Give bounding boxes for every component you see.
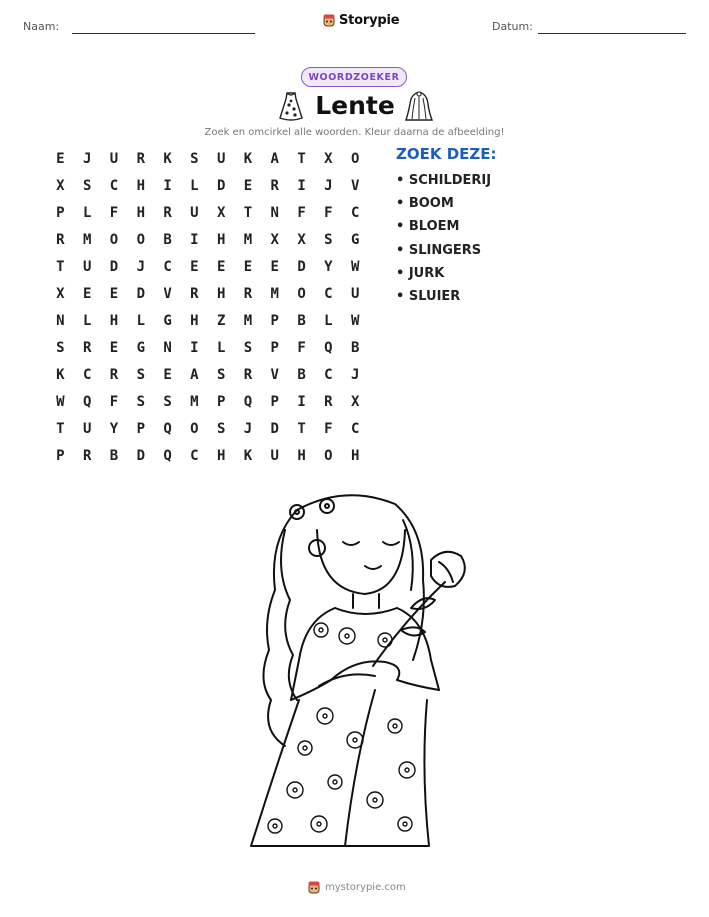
grid-letter[interactable]: L	[216, 340, 226, 356]
grid-letter[interactable]: A	[190, 367, 199, 383]
word-list	[396, 171, 491, 310]
brand-logo	[323, 13, 399, 28]
grid-letter[interactable]: R	[82, 448, 92, 464]
grid-letter[interactable]: R	[324, 394, 333, 410]
word-item: • SLUIER	[396, 288, 461, 304]
grid-letter[interactable]: C	[109, 178, 119, 194]
grid-letter[interactable]: E	[109, 340, 119, 356]
grid-row	[47, 443, 369, 470]
grid-letter[interactable]: L	[136, 313, 145, 329]
grid-letter[interactable]: M	[190, 394, 199, 410]
grid-letter[interactable]: R	[82, 340, 92, 356]
grid-letter[interactable]: R	[109, 367, 119, 383]
word-item: • BOOM	[396, 196, 454, 212]
grid-letter[interactable]: P	[270, 340, 279, 356]
grid-letter[interactable]: B	[297, 367, 306, 383]
grid-letter[interactable]: C	[82, 367, 92, 383]
date-line	[538, 33, 686, 34]
grid-letter[interactable]: M	[243, 232, 253, 248]
grid-letter[interactable]: J	[82, 151, 92, 167]
grid-letter[interactable]: D	[109, 259, 119, 275]
grid-letter[interactable]: N	[270, 205, 279, 221]
grid-letter[interactable]: K	[243, 151, 253, 167]
grid-letter[interactable]: T	[243, 205, 253, 221]
grid-row	[47, 254, 369, 281]
grid-letter[interactable]: R	[270, 178, 279, 194]
grid-letter[interactable]: X	[216, 205, 226, 221]
grid-letter[interactable]: H	[190, 313, 199, 329]
grid-letter[interactable]: O	[350, 151, 360, 167]
grid-letter[interactable]: O	[136, 232, 145, 248]
grid-letter[interactable]: N	[56, 313, 65, 329]
grid-letter[interactable]: C	[190, 448, 199, 464]
grid-letter[interactable]: Y	[109, 421, 119, 437]
grid-letter[interactable]: F	[297, 340, 306, 356]
grid-letter[interactable]: L	[190, 178, 199, 194]
grid-letter[interactable]: K	[243, 448, 253, 464]
grid-letter[interactable]: J	[350, 367, 360, 383]
grid-letter[interactable]: V	[270, 367, 279, 383]
grid-letter[interactable]: S	[163, 394, 172, 410]
grid-letter[interactable]: H	[136, 205, 145, 221]
grid-letter[interactable]: E	[270, 259, 279, 275]
grid-letter[interactable]: G	[350, 232, 360, 248]
grid-letter[interactable]: X	[56, 286, 65, 302]
grid-letter[interactable]: A	[270, 151, 279, 167]
grid-letter[interactable]: I	[190, 232, 199, 248]
grid-letter[interactable]: U	[109, 151, 119, 167]
grid-letter[interactable]: O	[324, 448, 333, 464]
grid-letter[interactable]: X	[270, 232, 279, 248]
grid-letter[interactable]: V	[163, 286, 172, 302]
grid-letter[interactable]: H	[216, 232, 226, 248]
grid-letter[interactable]: W	[56, 394, 65, 410]
grid-letter[interactable]: O	[190, 421, 199, 437]
grid-letter[interactable]: O	[297, 286, 306, 302]
grid-row	[47, 335, 369, 362]
grid-letter[interactable]: F	[109, 394, 119, 410]
grid-letter[interactable]: P	[270, 313, 279, 329]
grid-letter[interactable]: Q	[324, 340, 333, 356]
grid-letter[interactable]: S	[243, 340, 253, 356]
grid-letter[interactable]: E	[243, 178, 253, 194]
grid-letter[interactable]: E	[190, 259, 199, 275]
grid-letter[interactable]: R	[136, 151, 145, 167]
instructions: Zoek en omcirkel alle woorden. Kleur daarna de afbeelding!	[204, 127, 505, 138]
grid-letter[interactable]: C	[163, 259, 172, 275]
date-label: Datum:	[492, 20, 533, 33]
grid-letter[interactable]: T	[297, 421, 306, 437]
grid-row	[47, 281, 369, 308]
grid-row	[47, 308, 369, 335]
grid-letter[interactable]: J	[243, 421, 253, 437]
grid-letter[interactable]: J	[136, 259, 145, 275]
grid-letter[interactable]: X	[297, 232, 306, 248]
grid-letter[interactable]: V	[350, 178, 360, 194]
grid-letter[interactable]: C	[324, 367, 333, 383]
grid-letter[interactable]: E	[163, 367, 172, 383]
grid-letter[interactable]: S	[136, 394, 145, 410]
grid-letter[interactable]: B	[163, 232, 172, 248]
grid-row	[47, 389, 369, 416]
word-search-grid	[47, 146, 369, 470]
grid-letter[interactable]: D	[216, 178, 226, 194]
grid-letter[interactable]: M	[243, 313, 253, 329]
coloring-girl-illustration	[235, 490, 485, 852]
grid-letter[interactable]: F	[324, 421, 333, 437]
page-title: Lente	[315, 91, 395, 120]
grid-letter[interactable]: R	[243, 367, 253, 383]
grid-letter[interactable]: H	[216, 286, 226, 302]
grid-letter[interactable]: D	[136, 448, 145, 464]
grid-letter[interactable]: H	[297, 448, 306, 464]
grid-letter[interactable]: W	[350, 259, 360, 275]
veil-icon	[405, 90, 433, 122]
grid-row	[47, 200, 369, 227]
grid-letter[interactable]: U	[216, 151, 226, 167]
grid-letter[interactable]: G	[163, 313, 172, 329]
grid-letter[interactable]: H	[136, 178, 145, 194]
word-item: • SLINGERS	[396, 242, 482, 258]
grid-row	[47, 362, 369, 389]
grid-letter[interactable]: K	[56, 367, 65, 383]
grid-letter[interactable]: S	[82, 178, 92, 194]
grid-letter[interactable]: D	[297, 259, 306, 275]
grid-letter[interactable]: S	[56, 340, 65, 356]
grid-letter[interactable]: T	[56, 421, 65, 437]
grid-letter[interactable]: S	[216, 367, 226, 383]
grid-letter[interactable]: M	[270, 286, 279, 302]
grid-letter[interactable]: C	[350, 421, 360, 437]
grid-letter[interactable]: E	[243, 259, 253, 275]
grid-letter[interactable]: U	[190, 205, 199, 221]
grid-letter[interactable]: P	[56, 448, 65, 464]
grid-letter[interactable]: S	[216, 421, 226, 437]
grid-letter[interactable]: S	[190, 151, 199, 167]
grid-letter[interactable]: O	[109, 232, 119, 248]
grid-letter[interactable]: W	[350, 313, 360, 329]
grid-letter[interactable]: X	[324, 151, 333, 167]
grid-letter[interactable]: Q	[82, 394, 92, 410]
storypie-mascot-icon	[308, 881, 320, 894]
grid-letter[interactable]: R	[163, 205, 172, 221]
category-badge: WOORDZOEKER	[301, 67, 407, 87]
grid-letter[interactable]: G	[136, 340, 145, 356]
grid-letter[interactable]: R	[190, 286, 199, 302]
brand-name: Storypie	[339, 13, 400, 28]
grid-letter[interactable]: H	[109, 313, 119, 329]
grid-letter[interactable]: L	[324, 313, 333, 329]
grid-letter[interactable]: X	[56, 178, 65, 194]
grid-letter[interactable]: I	[297, 394, 306, 410]
grid-letter[interactable]: F	[324, 205, 333, 221]
grid-row	[47, 146, 369, 173]
grid-row	[47, 173, 369, 200]
storypie-mascot-icon	[323, 14, 335, 27]
grid-letter[interactable]: N	[163, 340, 172, 356]
grid-letter[interactable]: E	[56, 151, 65, 167]
grid-letter[interactable]: R	[243, 286, 253, 302]
grid-letter[interactable]: D	[136, 286, 145, 302]
grid-letter[interactable]: F	[109, 205, 119, 221]
grid-letter[interactable]: S	[136, 367, 145, 383]
grid-letter[interactable]: I	[190, 340, 199, 356]
grid-letter[interactable]: U	[82, 421, 92, 437]
grid-letter[interactable]: L	[82, 205, 92, 221]
grid-letter[interactable]: I	[297, 178, 306, 194]
grid-letter[interactable]: U	[82, 259, 92, 275]
name-label: Naam:	[23, 20, 60, 33]
word-item: • SCHILDERIJ	[396, 173, 492, 188]
grid-row	[47, 416, 369, 443]
grid-letter[interactable]: J	[324, 178, 333, 194]
grid-letter[interactable]: X	[350, 394, 360, 410]
grid-letter[interactable]: E	[216, 259, 226, 275]
word-list-title: ZOEK DEZE:	[396, 145, 497, 163]
grid-letter[interactable]: P	[136, 421, 145, 437]
grid-letter[interactable]: P	[216, 394, 226, 410]
word-item: • BLOEM	[396, 219, 460, 235]
grid-letter[interactable]: I	[163, 178, 172, 194]
grid-letter[interactable]: Z	[216, 313, 226, 329]
footer	[308, 881, 406, 894]
grid-letter[interactable]: Q	[243, 394, 253, 410]
grid-letter[interactable]: L	[82, 313, 92, 329]
grid-letter[interactable]: Y	[324, 259, 333, 275]
grid-letter[interactable]: E	[109, 286, 119, 302]
grid-row	[47, 227, 369, 254]
grid-letter[interactable]: S	[324, 232, 333, 248]
grid-letter[interactable]: H	[216, 448, 226, 464]
word-item: • JURK	[396, 265, 445, 281]
grid-letter[interactable]: D	[270, 421, 279, 437]
grid-letter[interactable]: Q	[163, 448, 172, 464]
grid-letter[interactable]: U	[350, 286, 360, 302]
grid-letter[interactable]: E	[82, 286, 92, 302]
grid-letter[interactable]: T	[56, 259, 65, 275]
grid-letter[interactable]: C	[350, 205, 360, 221]
grid-letter[interactable]: U	[270, 448, 279, 464]
grid-letter[interactable]: K	[163, 151, 172, 167]
grid-letter[interactable]: P	[270, 394, 279, 410]
grid-letter[interactable]: B	[350, 340, 360, 356]
grid-letter[interactable]: T	[297, 151, 306, 167]
grid-letter[interactable]: Q	[163, 421, 172, 437]
grid-letter[interactable]: R	[56, 232, 65, 248]
grid-letter[interactable]: F	[297, 205, 306, 221]
grid-letter[interactable]: P	[56, 205, 65, 221]
grid-letter[interactable]: M	[82, 232, 92, 248]
grid-letter[interactable]: B	[297, 313, 306, 329]
grid-letter[interactable]: C	[324, 286, 333, 302]
name-line	[72, 33, 255, 34]
grid-letter[interactable]: B	[109, 448, 119, 464]
footer-site: mystorypie.com	[325, 882, 406, 893]
grid-letter[interactable]: H	[350, 448, 360, 464]
